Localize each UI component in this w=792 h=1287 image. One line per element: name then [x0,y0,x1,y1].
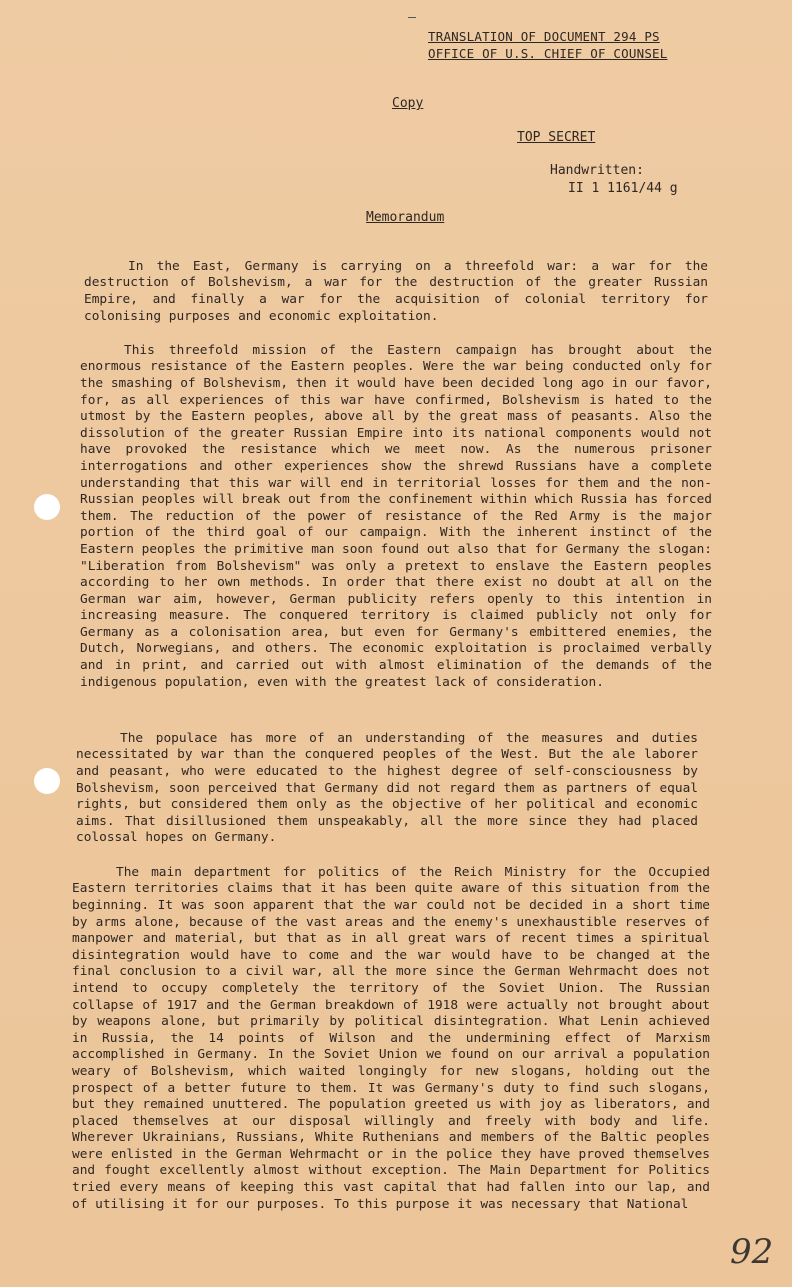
memo-title: Memorandum [366,210,445,225]
header-line-1: TRANSLATION OF DOCUMENT 294 PS [428,29,660,44]
copy-label: Copy [392,96,424,111]
handwritten-number: II 1 1161/44 g [568,181,678,196]
punch-hole-top [34,494,60,520]
paragraph-4: The main department for politics of the Reich Ministry for the Occupied Eastern territories claims that it has been quite aware of this situation from the beginning. It was soon apparent that the war could not be decided in a short time by arms alone, because of the vast areas and the enemy's unexhaustible reserves of manpower and material, but that as in all great wars of recent times a spiritual disintegration would have to come and the war would have to be changed at the final conclusion to a civil war, all the more since the German Wehrmacht does not intend to occupy completely the territory of the Soviet Union. The Russian collapse of 1917 and the German breakdown of 1918 were actually not brought about by weapons alone, but primarily by political disintegration. What Lenin achieved in Russia, the 14 points of Wilson and the undermining effect of Marxism accomplished in Germany. In the Soviet Union we found on our arrival a population weary of Bolshevism, which waited longingly for new slogans, holding out the prospect of a better future to them. It was Germany's duty to find such slogans, but they remained unuttered. The population greeted us with joy as liberators, and placed themselves at our disposal willingly and freely with body and life. Wherever Ukrainians, Russians, White Ruthenians and members of the Baltic peoples were enlisted in the German Wehrmacht or in the police they have proved themselves and fought excellently almost without exception. The Main Department for Politics tried every means of keeping this vast capital that had fallen into our lap, and of utilising it for our purposes. To this purpose it was necessary that National [72,864,710,1212]
paragraph-1: In the East, Germany is carrying on a threefold war: a war for the destruction of Bolshevism, a war for the destruction of the greater Russian Empire, and finally a war for the acquisition of colonial territory for colonising purposes and economic exploitation. [84,258,708,324]
handwritten-reference [550,162,678,198]
handwritten-page-number: 92 [730,1232,774,1272]
punch-hole-bottom [34,768,60,794]
classification-label: TOP SECRET [517,130,596,145]
document-header [428,28,668,62]
paragraph-2: This threefold mission of the Eastern campaign has brought about the enormous resistance of the Eastern peoples. Were the war being conducted only for the smashing of Bolshevism, then it would have been decided long ago in our favor, for, as all experiences of this war have confirmed, Bolshevism is hated to the utmost by the Eastern peoples, above all by the great mass of peasants. Also the dissolution of the greater Russian Empire into its national components would not have provoked the resistance which we meet now. As the numerous prisoner interrogations and other experiences show the shrewd Russians have a complete understanding that this war will end in territorial losses for them and the non-Russian peoples will break out from the confinement within which Russia has forced them. The reduction of the power of resistance of the Red Army is the major portion of the third goal of our campaign. With the inherent instinct of the Eastern peoples the primitive man soon found out also that for Germany the slogan: "Liberation from Bolshevism" was only a pretext to enslave the Eastern peoples according to her own methods. In order that there exist no doubt at all on the German war aim, however, German publicity refers openly to this intention in increasing measure. The conquered territory is claimed publicly not only for Germany as a colonisation area, but even for Germany's embittered enemies, the Dutch, Norwegians, and others. The economic exploitation is proclaimed verbally and in print, and carried out with almost elimination of the demands of the indigenous population, even with the greatest lack of consideration. [80,342,712,690]
paragraph-3: The populace has more of an understanding of the measures and duties necessitated by war than the conquered peoples of the West. But the ale laborer and peasant, who were educated to the highest degree of self-consciousness by Bolshevism, soon perceived that Germany did not regard them as partners of equal rights, but considered them only as the objective of her political and economic aims. That disillusioned them unspeakably, all the more since they had placed colossal hopes on Germany. [76,730,698,846]
margin-mark [408,17,416,18]
handwritten-label: Handwritten: [550,163,644,178]
header-line-2: OFFICE OF U.S. CHIEF OF COUNSEL [428,46,668,61]
